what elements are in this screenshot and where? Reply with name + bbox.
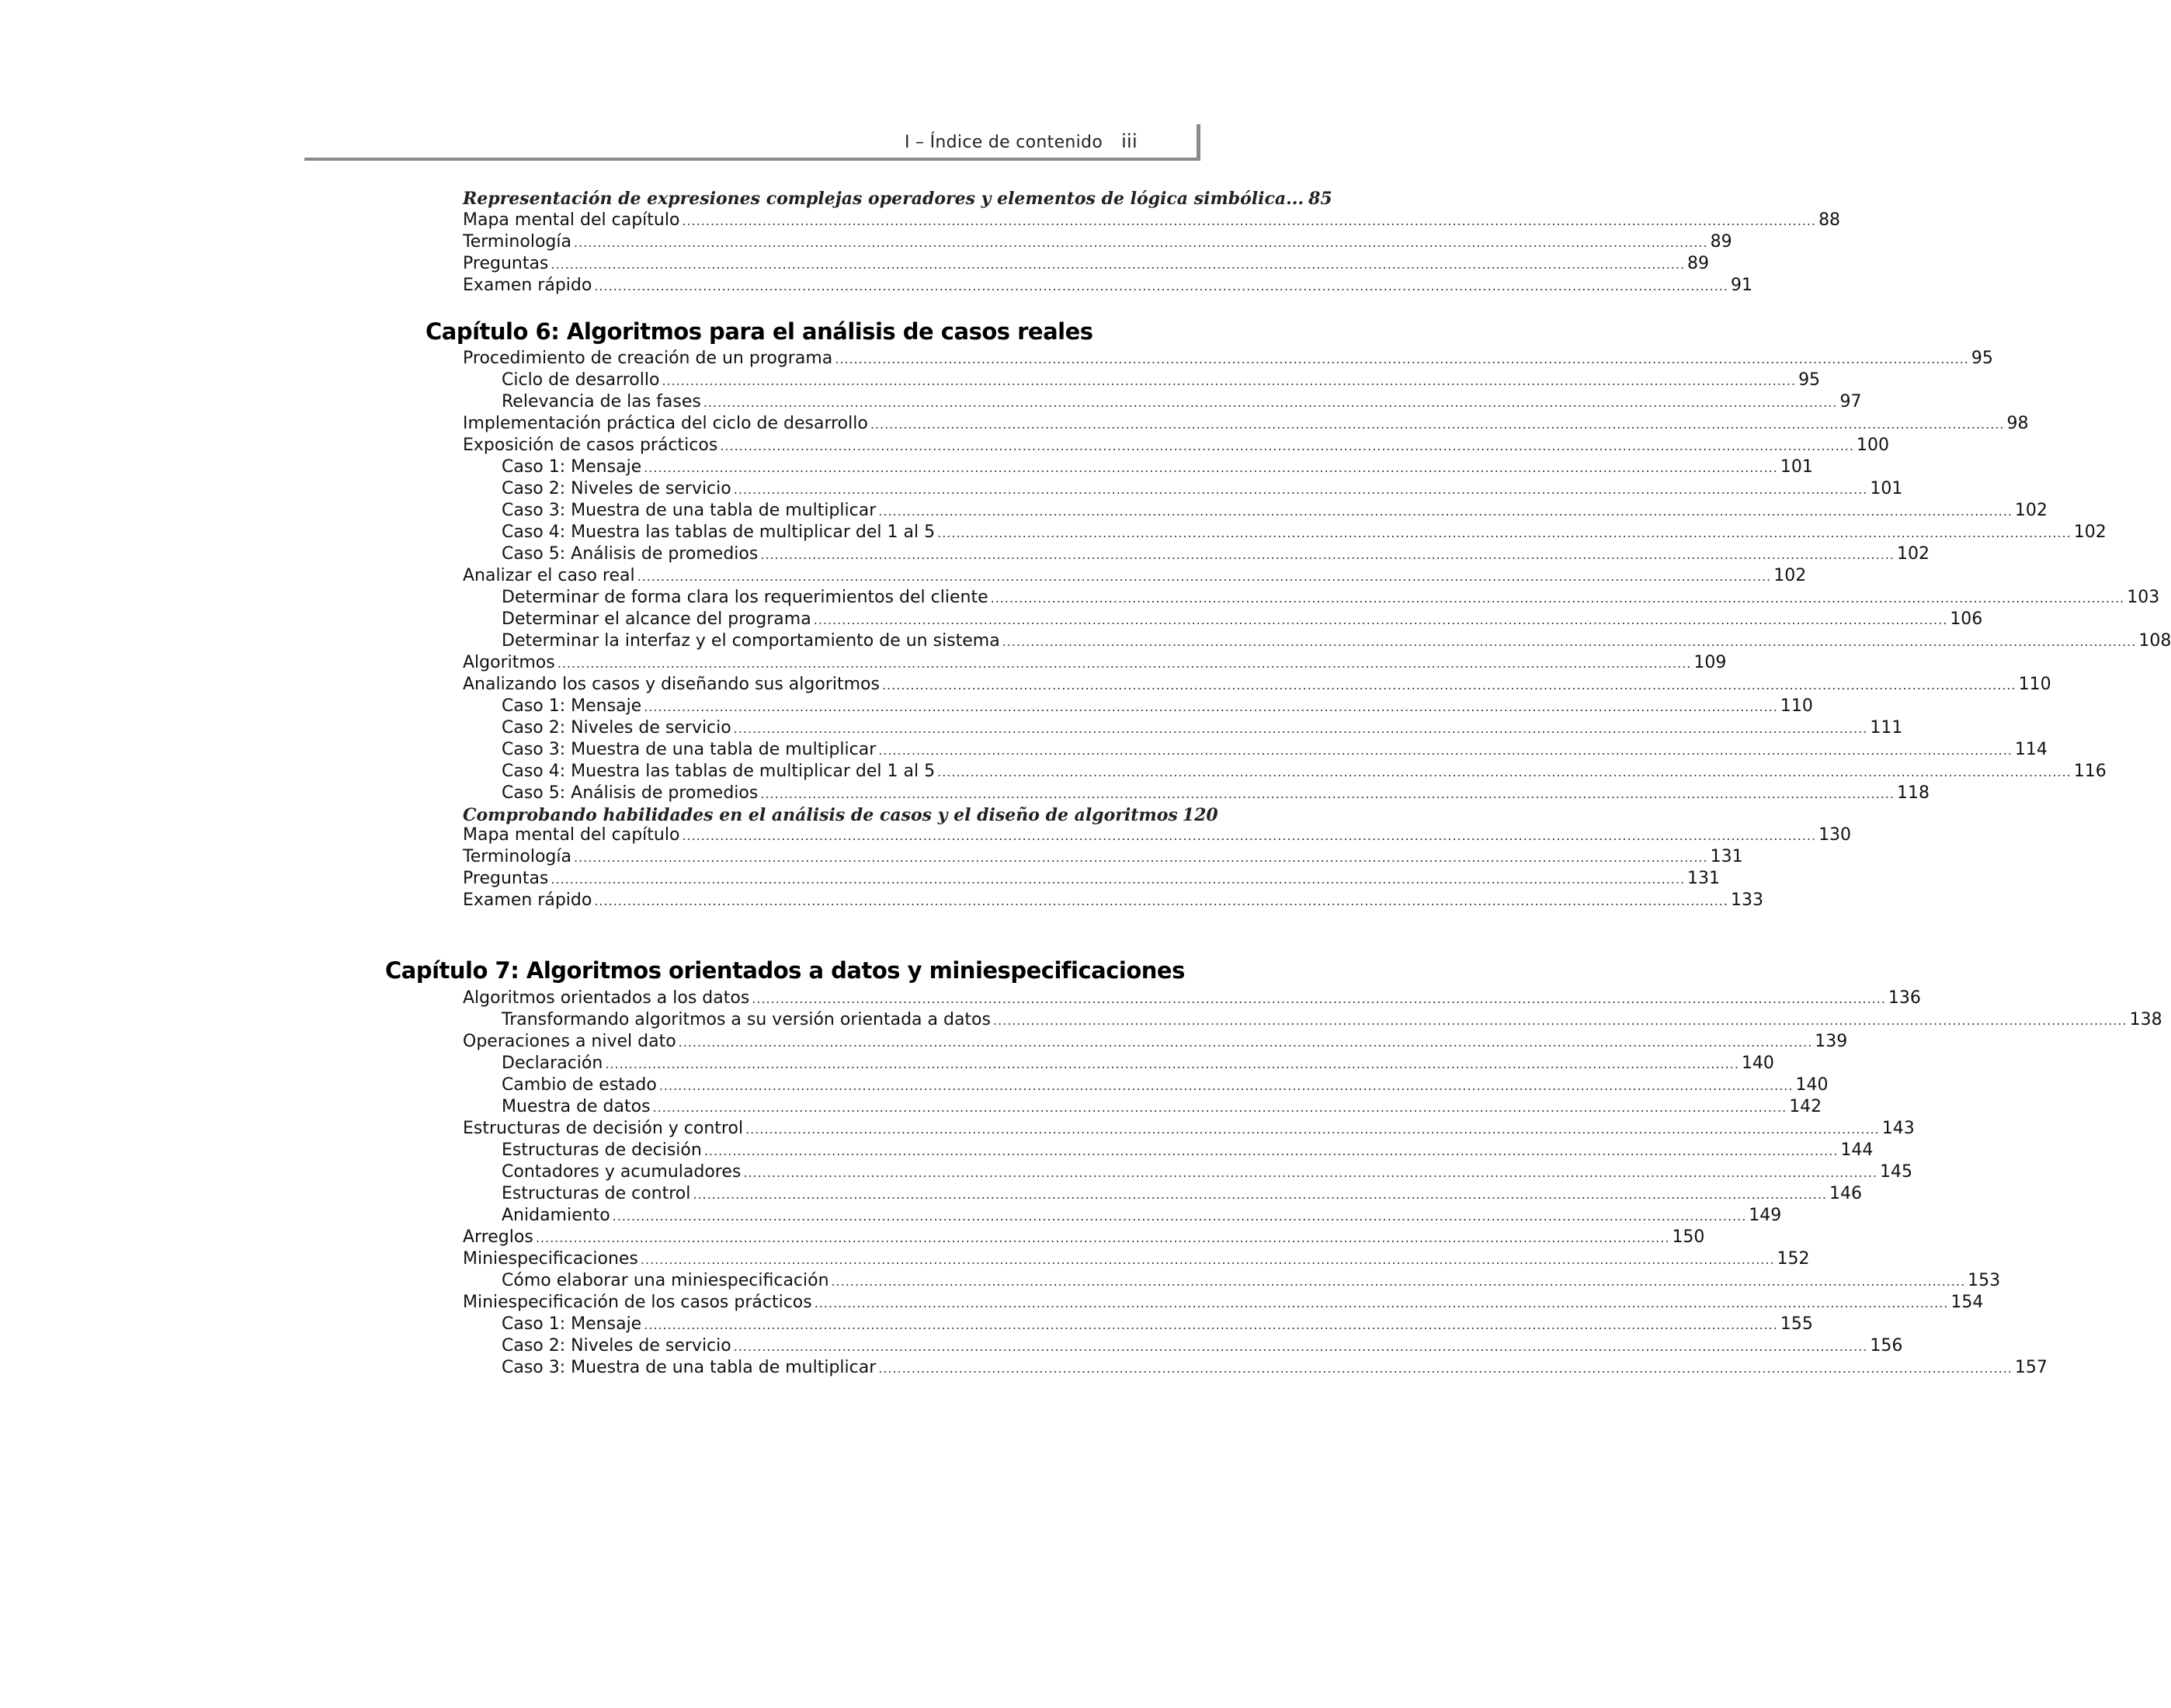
leader-dots [682, 210, 1816, 232]
toc-entry[interactable]: Estructuras de decisión y control ..... 143 [463, 1118, 1172, 1140]
page-number: iii [1121, 130, 1138, 152]
toc-entry[interactable]: Procedimiento de creación de un programa ..... 95 [463, 348, 1172, 370]
toc-entry[interactable]: Declaración ..... 140 [502, 1053, 1172, 1074]
leader-dots [991, 588, 2125, 609]
leader-dots [613, 1206, 1747, 1227]
leader-dots [878, 740, 2013, 762]
leader-dots [870, 414, 2005, 436]
toc-entry[interactable]: Preguntas ..... 89 [463, 253, 1172, 275]
leader-dots [1002, 631, 2137, 653]
toc-entry[interactable]: Terminología ..... 131 [463, 846, 1172, 868]
toc-entry[interactable]: Preguntas ..... 131 [463, 868, 1172, 890]
toc-entry[interactable]: Caso 3: Muestra de una tabla de multiplicar ..... 157 [502, 1357, 1172, 1379]
toc-entry[interactable]: Estructuras de decisión ..... 144 [502, 1140, 1172, 1161]
toc-entry[interactable]: Comprobando habilidades en el análisis de casos y el diseño de algoritmos 120 [463, 805, 1218, 825]
toc-entry[interactable]: Terminología ..... 89 [463, 231, 1172, 253]
leader-dots [551, 869, 1685, 890]
toc-entry[interactable]: Miniespecificaciones ..... 152 [463, 1248, 1172, 1270]
leader-dots [558, 653, 1692, 675]
leader-dots [734, 479, 1868, 501]
toc-entry[interactable]: Determinar la interfaz y el comportamiento de un sistema ..... 108 [502, 630, 1172, 652]
leader-dots [703, 392, 1838, 414]
toc-entry[interactable]: Transformando algoritmos a su versión orientada a datos ..... 138 [502, 1009, 1172, 1031]
running-head [905, 130, 1138, 152]
toc-entry[interactable]: Arreglos ..... 150 [463, 1227, 1172, 1248]
leader-dots [882, 675, 2016, 696]
leader-dots [594, 890, 1728, 912]
toc-entry[interactable]: Caso 5: Análisis de promedios ..... 102 [502, 543, 1172, 565]
toc-entry[interactable]: Caso 3: Muestra de una tabla de multiplicar ..... 102 [502, 500, 1172, 522]
leader-dots [835, 349, 1969, 370]
toc-entry[interactable]: Exposición de casos prácticos ..... 100 [463, 435, 1172, 457]
toc-entry[interactable]: Determinar el alcance del programa ..... 106 [502, 609, 1172, 630]
leader-dots [574, 232, 1708, 254]
toc-entry[interactable]: Mapa mental del capítulo ..... 88 [463, 210, 1172, 231]
toc-entry[interactable]: Caso 3: Muestra de una tabla de multiplicar ..... 114 [502, 739, 1172, 761]
leader-dots [734, 718, 1868, 740]
leader-dots [745, 1119, 1880, 1140]
leader-dots [679, 1032, 1813, 1054]
toc-entry[interactable]: Determinar de forma clara los requerimientos del cliente ..... 103 [502, 587, 1172, 609]
leader-dots [760, 544, 1895, 566]
leader-dots [815, 1293, 1949, 1314]
leader-dots [720, 436, 1854, 457]
toc-entry[interactable]: Examen rápido ..... 91 [463, 275, 1172, 297]
toc-entry[interactable]: Miniespecificación de los casos prácticos ..... 154 [463, 1292, 1172, 1314]
toc-entry[interactable]: Operaciones a nivel dato ..... 139 [463, 1031, 1172, 1053]
toc-entry[interactable]: Analizar el caso real ..... 102 [463, 565, 1172, 587]
leader-dots [659, 1075, 1794, 1097]
leader-dots [574, 847, 1708, 869]
leader-dots [551, 254, 1685, 276]
toc-entry[interactable]: Caso 1: Mensaje ..... 110 [502, 696, 1172, 717]
toc-entry[interactable]: Muestra de datos ..... 142 [502, 1096, 1172, 1118]
toc-entry[interactable]: Algoritmos orientados a los datos ..... 136 [463, 988, 1172, 1009]
leader-dots [653, 1097, 1787, 1119]
toc-entry[interactable]: Ciclo de desarrollo ..... 95 [502, 370, 1172, 391]
leader-dots [644, 696, 1778, 718]
toc-entry[interactable]: Caso 2: Niveles de servicio ..... 156 [502, 1335, 1172, 1357]
toc-entry[interactable]: Contadores y acumuladores ..... 145 [502, 1161, 1172, 1183]
leader-dots [814, 609, 1948, 631]
leader-dots [937, 522, 2072, 544]
toc-entry[interactable]: Caso 2: Niveles de servicio ..... 111 [502, 717, 1172, 739]
leader-dots [937, 762, 2072, 783]
toc-entry[interactable]: Estructuras de control ..... 146 [502, 1183, 1172, 1205]
leader-dots [878, 1358, 2013, 1380]
toc-entry[interactable]: Caso 5: Análisis de promedios ..... 118 [502, 783, 1172, 804]
toc-entry[interactable]: Examen rápido ..... 133 [463, 890, 1172, 911]
toc-entry[interactable]: Caso 2: Niveles de servicio ..... 101 [502, 478, 1172, 500]
chapter-6-title[interactable]: Capítulo 6: Algoritmos para el análisis de casos reales [426, 318, 1093, 345]
leader-dots [682, 825, 1816, 847]
toc-entry[interactable]: Cambio de estado ..... 140 [502, 1074, 1172, 1096]
leader-dots [637, 566, 1772, 588]
leader-dots [641, 1249, 1775, 1271]
toc-entry[interactable]: Algoritmos ..... 109 [463, 652, 1172, 674]
leader-dots [594, 276, 1728, 297]
leader-dots [734, 1336, 1868, 1358]
toc-entry[interactable]: Caso 4: Muestra las tablas de multiplicar del 1 al 5 ..... 116 [502, 761, 1172, 783]
toc-entry[interactable]: Caso 1: Mensaje ..... 101 [502, 457, 1172, 478]
header-vertical-bar [1197, 124, 1200, 161]
running-head-title: I – Índice de contenido [904, 133, 1103, 152]
leader-dots [693, 1184, 1827, 1206]
leader-dots [832, 1271, 1966, 1293]
leader-dots [743, 1162, 1877, 1184]
leader-dots [662, 370, 1796, 392]
leader-dots [536, 1227, 1670, 1249]
toc-entry[interactable]: Mapa mental del capítulo ..... 130 [463, 824, 1172, 846]
leader-dots [605, 1054, 1739, 1075]
toc-entry[interactable]: Anidamiento ..... 149 [502, 1205, 1172, 1227]
chapter-7-title[interactable]: Capítulo 7: Algoritmos orientados a datos y miniespecificaciones [385, 957, 1185, 984]
header-rule [304, 158, 1200, 161]
toc-entry[interactable]: Implementación práctica del ciclo de desarrollo ..... 98 [463, 413, 1172, 435]
leader-dots [760, 783, 1895, 805]
toc-entry[interactable]: Caso 1: Mensaje ..... 155 [502, 1314, 1172, 1335]
toc-entry[interactable]: Representación de expresiones complejas operadores y elementos de lógica simbólica... 85 [463, 189, 1332, 209]
leader-dots [752, 988, 1886, 1010]
leader-dots [644, 457, 1778, 479]
toc-entry[interactable]: Analizando los casos y diseñando sus algoritmos ..... 110 [463, 674, 1172, 696]
leader-dots [878, 501, 2013, 522]
toc-entry[interactable]: Cómo elaborar una miniespecificación ..... 153 [502, 1270, 1172, 1292]
leader-dots [644, 1314, 1778, 1336]
toc-entry[interactable]: Relevancia de las fases ..... 97 [502, 391, 1172, 413]
toc-entry[interactable]: Caso 4: Muestra las tablas de multiplicar del 1 al 5 ..... 102 [502, 522, 1172, 543]
leader-dots [993, 1010, 2128, 1032]
leader-dots [704, 1140, 1839, 1162]
